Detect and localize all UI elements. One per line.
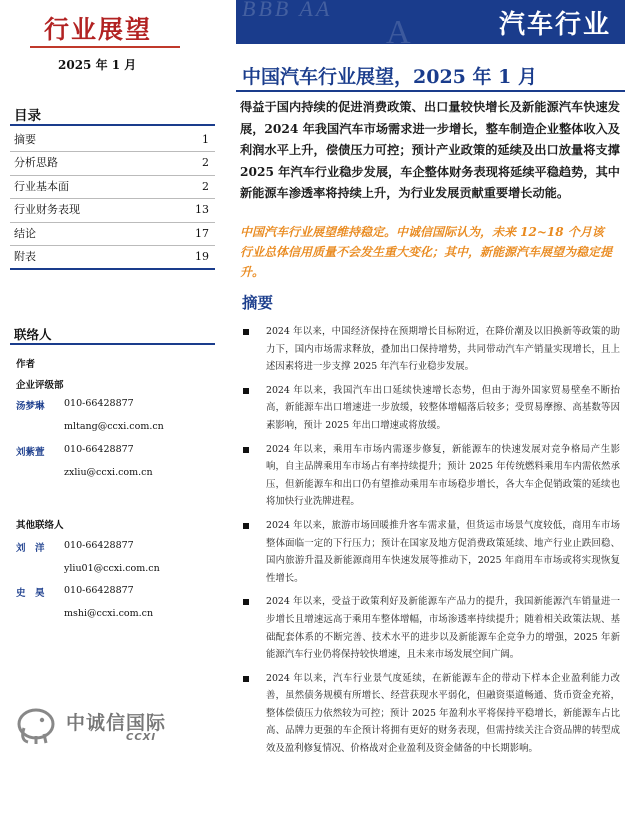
contact-phone: 010-66428877 xyxy=(64,444,134,455)
logo-text: 中诚信国际 xyxy=(66,712,167,734)
industry-label: 汽车行业 xyxy=(498,10,611,40)
bullet-item: 2024 年以来，中国经济保持在预期增长目标附近，在降价潮及以旧换新等政策的助力下，国内市场需求释放，叠加出口保持增势，共同带动汽车产销量实现增长，且上述因素将进一步支撑 2025 年汽车行业稳步发展。 xyxy=(242,323,620,376)
contact-email[interactable]: zxliu@ccxi.com.cn xyxy=(64,467,153,478)
industry-banner xyxy=(236,0,625,44)
toc-title: 目录 xyxy=(14,108,41,124)
company-logo xyxy=(14,706,204,746)
bullet-square-icon xyxy=(243,447,249,453)
author-label: 作者 xyxy=(16,359,36,370)
abstract-bullet-list xyxy=(242,323,620,764)
toc-item[interactable]: 附表 19 xyxy=(10,246,215,270)
contact-name: 汤梦琳 xyxy=(16,401,45,412)
toc-item[interactable]: 分析思路 2 xyxy=(10,152,215,175)
bullet-item: 2024 年以来，我国汽车出口延续快速增长态势，但由于海外国家贸易壁垒不断抬高，新能源车出口增速进一步放缓，较整体增幅落后较多；受贸易摩擦、高基数等因素影响，预计 2025 年出口增速或将放缓。 xyxy=(242,382,620,435)
toc-item[interactable]: 摘要 1 xyxy=(10,129,215,152)
contact-name: 刘 洋 xyxy=(16,543,45,554)
toc-item[interactable]: 结论 17 xyxy=(10,223,215,246)
toc-divider xyxy=(10,124,215,126)
contact-name: 刘紫萱 xyxy=(16,447,45,458)
contact-phone: 010-66428877 xyxy=(64,585,134,596)
toc-item[interactable]: 行业财务表现 13 xyxy=(10,199,215,222)
bullet-item: 2024 年以来，受益于政策利好及新能源车产品力的提升，我国新能源汽车销量进一步增长且增速远高于乘用车整体增幅，市场渗透率持续提升；随着相关政策法规、基础配套体系的不断完善、技术水平的进步以及新能源车企竞争力的增强，2025 年新能源汽车行业仍将保持较快增速，且未来市场发展空间广阔。 xyxy=(242,593,620,663)
contact-phone: 010-66428877 xyxy=(64,540,134,551)
contact-email[interactable]: yliu01@ccxi.com.cn xyxy=(64,563,160,574)
page-title: 中国汽车行业展望，2025 年 1 月 xyxy=(242,66,537,88)
contact-name: 史 昊 xyxy=(16,588,45,599)
banner-decoration-letter: A xyxy=(386,14,411,44)
bullet-square-icon xyxy=(243,676,249,682)
bullet-square-icon xyxy=(243,329,249,335)
contact-phone: 010-66428877 xyxy=(64,398,134,409)
bullet-item: 2024 年以来，旅游市场回暖推升客车需求量，但货运市场景气度较低，商用车市场整体面临一定的下行压力；预计在国家及地方促消费政策延续、地产行业止跌回稳、国内旅游升温及新能源商用车快速发展等推动下，2025 年商用车市场或将实现恢复性增长。 xyxy=(242,517,620,587)
logo-subtext: CCXI xyxy=(126,732,157,743)
contact-email[interactable]: mshi@ccxi.com.cn xyxy=(64,608,154,619)
department-label: 企业评级部 xyxy=(16,380,64,391)
other-contacts-label: 其他联络人 xyxy=(16,520,64,531)
left-header xyxy=(0,0,205,90)
bullet-square-icon xyxy=(243,599,249,605)
divider xyxy=(30,46,180,48)
outlook-highlight: 中国汽车行业展望维持稳定。中诚信国际认为，未来 12~18 个月该行业总体信用质量不会发生重大变化；其中，新能源汽车展望为稳定提升。 xyxy=(240,225,613,279)
contacts-title: 联络人 xyxy=(14,327,52,342)
title-divider xyxy=(236,90,625,92)
bullet-square-icon xyxy=(243,388,249,394)
summary-paragraph: 得益于国内持续的促进消费政策、出口量较快增长及新能源汽车快速发展，2024 年我国汽车市场需求进一步增长，整车制造企业整体收入及利润水平上升，偿债压力可控；预计产业政策的延续及出口放量将支撑 2025 年汽车行业稳步发展，车企整体财务表现将延续平稳趋势，其中新能源车渗透率将持续上升，为行业发展贡献重要增长动能。 xyxy=(240,100,620,200)
banner-decoration: BBB AA xyxy=(242,0,333,21)
toc-item[interactable]: 行业基本面 2 xyxy=(10,176,215,199)
bullet-item: 2024 年以来，乘用车市场内需逐步修复，新能源车的快速发展对竞争格局产生影响，自主品牌乘用车市场占有率持续提升；预计 2025 年传统燃料乘用车内需依然承压，但新能源车和出口仍有望推动乘用车市场稳步增长，各大车企促销政策的延续也将加快行业洗牌进程。 xyxy=(242,441,620,511)
section-heading-abstract: 摘要 xyxy=(242,293,274,312)
contacts-divider xyxy=(10,343,215,345)
contact-email[interactable]: mltang@ccxi.com.cn xyxy=(64,421,164,432)
elephant-logo-icon xyxy=(14,706,60,746)
table-of-contents xyxy=(10,129,215,270)
bullet-square-icon xyxy=(243,523,249,529)
report-type-title: 行业展望 xyxy=(44,15,153,44)
bullet-item: 2024 年以来，汽车行业景气度延续，在新能源车企的带动下样本企业盈利能力改善，虽然债务规模有所增长、经营获现水平弱化，但融资渠道畅通、货币资金充裕，整体偿债压力依然较为可控；预计 2025 年盈利水平将保持平稳增长，新能源车占比高、品牌力更强的车企预计将拥有更好的财务表现，但需持续关注合资品牌的转型成效及盈利修复情况、价格战对企业盈利及资金储备的中长期影响。 xyxy=(242,670,620,758)
report-date: 2025 年 1 月 xyxy=(58,58,137,72)
